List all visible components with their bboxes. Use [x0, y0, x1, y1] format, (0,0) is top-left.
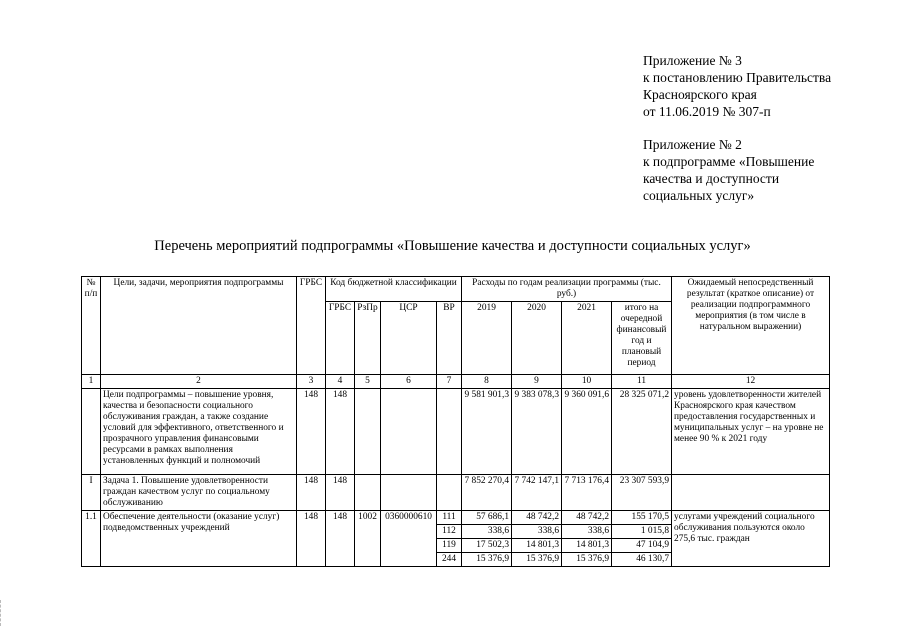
header-2019: 2019: [462, 302, 512, 375]
header-sub-vr: ВР: [437, 302, 462, 375]
col-number: 3: [297, 375, 326, 389]
column-numbers-row: [82, 375, 830, 389]
row-2020: 14 801,3: [512, 539, 562, 553]
row-vr: [437, 475, 462, 511]
col-number: 4: [326, 375, 355, 389]
row-2021: 9 360 091,6: [562, 389, 612, 475]
row-grbs: 148: [297, 389, 326, 475]
row-2020: 9 383 078,3: [512, 389, 562, 475]
row-result: услугами учреждений социального обслуживания пользуются около 275,6 тыс. граждан: [672, 511, 830, 567]
appendix2-line2: к подпрограмме «Повышение: [643, 154, 815, 169]
row-2020: 48 742,2: [512, 511, 562, 525]
table-row: [82, 511, 830, 525]
row-2021: 338,6: [562, 525, 612, 539]
header-sub-rzpr: РзПр: [355, 302, 381, 375]
row-result: уровень удовлетворенности жителей Красноярского края качеством предоставления государственных и муниципальных услуг – на уровне не менее 90 % к 2021 году: [672, 389, 830, 475]
row-code-grbs: 148: [326, 511, 355, 567]
header-expenses: Расходы по годам реализации программы (тыс. руб.): [462, 277, 672, 302]
header-total: итого на очередной финансовый год и плановый период: [612, 302, 672, 375]
row-rzpr: [355, 475, 381, 511]
header-sub-csr: ЦСР: [381, 302, 437, 375]
row-csr: 0360000610: [381, 511, 437, 567]
row-vr: 244: [437, 553, 462, 567]
row-2020: 15 376,9: [512, 553, 562, 567]
row-vr: 111: [437, 511, 462, 525]
col-number: 7: [437, 375, 462, 389]
appendix3-line1: Приложение № 3: [643, 53, 742, 68]
page-edge-mark: [0, 600, 2, 626]
table-row: [82, 475, 830, 511]
table-row: [82, 389, 830, 475]
col-number: 2: [101, 375, 297, 389]
col-number: 8: [462, 375, 512, 389]
row-total: 155 170,5: [612, 511, 672, 525]
col-number: 9: [512, 375, 562, 389]
header-2021: 2021: [562, 302, 612, 375]
row-name: Цели подпрограммы – повышение уровня, качества и безопасности социального обслуживания граждан, а также создание условий для эффективного, ответственного и прозрачного управления финансовыми ресурсами в рамках выполнения установленных функций и полномочий: [101, 389, 297, 475]
header-sub-grbs: ГРБС: [326, 302, 355, 375]
header-num: № п/п: [82, 277, 101, 375]
appendix3-line2: к постановлению Правительства: [643, 70, 832, 85]
appendix3-line4: от 11.06.2019 № 307-п: [643, 104, 771, 119]
col-number: 6: [381, 375, 437, 389]
row-2019: 338,6: [462, 525, 512, 539]
col-number: 10: [562, 375, 612, 389]
col-number: 12: [672, 375, 830, 389]
row-num: [82, 389, 101, 475]
header-goals: Цели, задачи, мероприятия подпрограммы: [101, 277, 297, 375]
row-2019: 57 686,1: [462, 511, 512, 525]
row-grbs: 148: [297, 475, 326, 511]
row-2019: 17 502,3: [462, 539, 512, 553]
row-num: I: [82, 475, 101, 511]
appendix2-line3: качества и доступности: [643, 171, 780, 186]
row-result: [672, 475, 830, 511]
row-rzpr: [355, 389, 381, 475]
row-2021: 7 713 176,4: [562, 475, 612, 511]
header-result: Ожидаемый непосредственный результат (краткое описание) от реализации подпрограммного мероприятия (в том числе в натуральном выражении): [672, 277, 830, 375]
col-number: 11: [612, 375, 672, 389]
row-code-grbs: 148: [326, 389, 355, 475]
document-title: Перечень мероприятий подпрограммы «Повышение качества и доступности социальных услуг»: [154, 238, 751, 254]
row-total: 1 015,8: [612, 525, 672, 539]
row-2021: 14 801,3: [562, 539, 612, 553]
row-rzpr: 1002: [355, 511, 381, 567]
row-vr: [437, 389, 462, 475]
header-2020: 2020: [512, 302, 562, 375]
appendix-header: [643, 52, 831, 204]
row-total: 23 307 593,9: [612, 475, 672, 511]
row-2020: 338,6: [512, 525, 562, 539]
col-number: 5: [355, 375, 381, 389]
header-grbs: ГРБС: [297, 277, 326, 375]
row-csr: [381, 389, 437, 475]
row-total: 28 325 071,2: [612, 389, 672, 475]
appendix2-line1: Приложение № 2: [643, 137, 742, 152]
appendix2-line4: социальных услуг»: [643, 188, 755, 203]
row-2019: 15 376,9: [462, 553, 512, 567]
row-2021: 48 742,2: [562, 511, 612, 525]
row-grbs: 148: [297, 511, 326, 567]
row-vr: 119: [437, 539, 462, 553]
row-csr: [381, 475, 437, 511]
row-total: 46 130,7: [612, 553, 672, 567]
row-name: Задача 1. Повышение удовлетворенности граждан качеством услуг по социальному обслуживанию: [101, 475, 297, 511]
row-2019: 7 852 270,4: [462, 475, 512, 511]
row-name: Обеспечение деятельности (оказание услуг) подведомственных учреждений: [101, 511, 297, 567]
row-2021: 15 376,9: [562, 553, 612, 567]
activities-table: [81, 276, 830, 567]
row-num: 1.1: [82, 511, 101, 567]
row-2020: 7 742 147,1: [512, 475, 562, 511]
col-number: 1: [82, 375, 101, 389]
row-vr: 112: [437, 525, 462, 539]
header-budget-code: Код бюджетной классификации: [326, 277, 462, 302]
row-code-grbs: 148: [326, 475, 355, 511]
appendix3-line3: Красноярского края: [643, 87, 757, 102]
row-total: 47 104,9: [612, 539, 672, 553]
row-2019: 9 581 901,3: [462, 389, 512, 475]
